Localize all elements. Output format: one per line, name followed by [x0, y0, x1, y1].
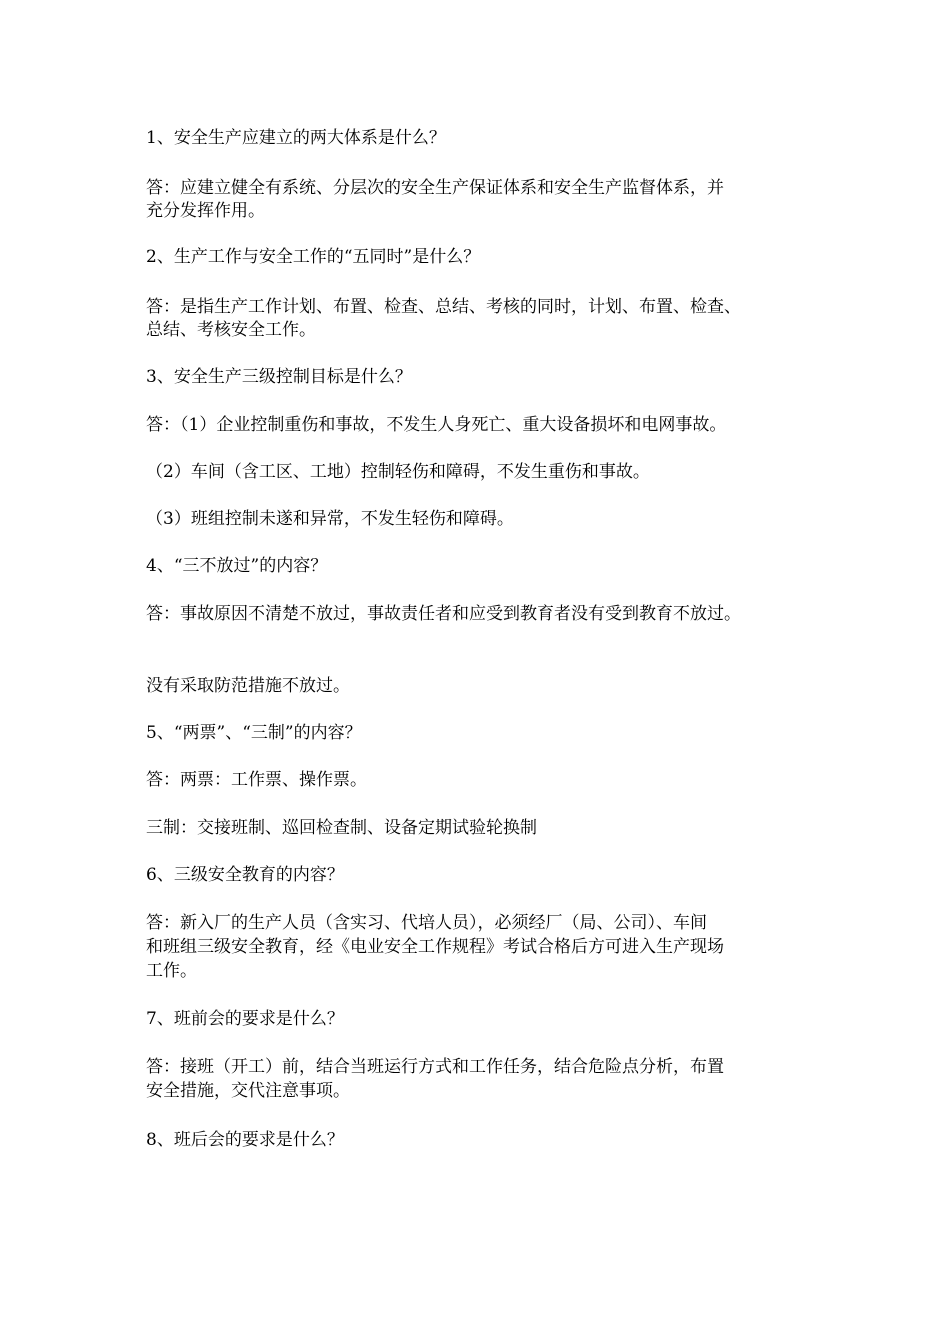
question-1: 1、安全生产应建立的两大体系是什么？ — [146, 128, 446, 148]
question-5: 5、“两票”、“三制”的内容？ — [146, 723, 362, 743]
answer-3-line-3: （3）班组控制未遂和异常，不发生轻伤和障碍。 — [146, 509, 514, 529]
answer-4-line-1: 答：事故原因不清楚不放过，事故责任者和应受到教育者没有受到教育不放过。 — [146, 604, 741, 624]
answer-5-line-1: 答：两票：工作票、操作票。 — [146, 770, 367, 790]
answer-1-line-1: 答：应建立健全有系统、分层次的安全生产保证体系和安全生产监督体系，并 — [146, 178, 724, 198]
answer-4-line-2: 没有采取防范措施不放过。 — [146, 676, 350, 696]
question-8: 8、班后会的要求是什么？ — [146, 1130, 344, 1150]
answer-1-line-2: 充分发挥作用。 — [146, 201, 265, 221]
question-4: 4、“三不放过”的内容？ — [146, 556, 328, 576]
answer-6-line-3: 工作。 — [146, 961, 197, 981]
answer-2-line-1: 答：是指生产工作计划、布置、检查、总结、考核的同时，计划、布置、检查、 — [146, 297, 741, 317]
question-6: 6、三级安全教育的内容？ — [146, 865, 344, 885]
answer-6-line-1: 答：新入厂的生产人员（含实习、代培人员），必须经厂（局、公司）、车间 — [146, 913, 707, 933]
answer-7-line-1: 答：接班（开工）前，结合当班运行方式和工作任务，结合危险点分析，布置 — [146, 1057, 724, 1077]
question-7: 7、班前会的要求是什么？ — [146, 1009, 344, 1029]
answer-6-line-2: 和班组三级安全教育，经《电业安全工作规程》考试合格后方可进入生产现场 — [146, 937, 724, 957]
answer-7-line-2: 安全措施，交代注意事项。 — [146, 1081, 350, 1101]
question-3: 3、安全生产三级控制目标是什么？ — [146, 367, 412, 387]
answer-2-line-2: 总结、考核安全工作。 — [146, 320, 316, 340]
question-2: 2、生产工作与安全工作的“五同时”是什么？ — [146, 247, 481, 267]
answer-3-line-2: （2）车间（含工区、工地）控制轻伤和障碍，不发生重伤和事故。 — [146, 462, 650, 482]
answer-3-line-1: 答：（1）企业控制重伤和事故，不发生人身死亡、重大设备损坏和电网事故。 — [146, 415, 727, 435]
answer-5-line-2: 三制：交接班制、巡回检查制、设备定期试验轮换制 — [146, 818, 537, 838]
